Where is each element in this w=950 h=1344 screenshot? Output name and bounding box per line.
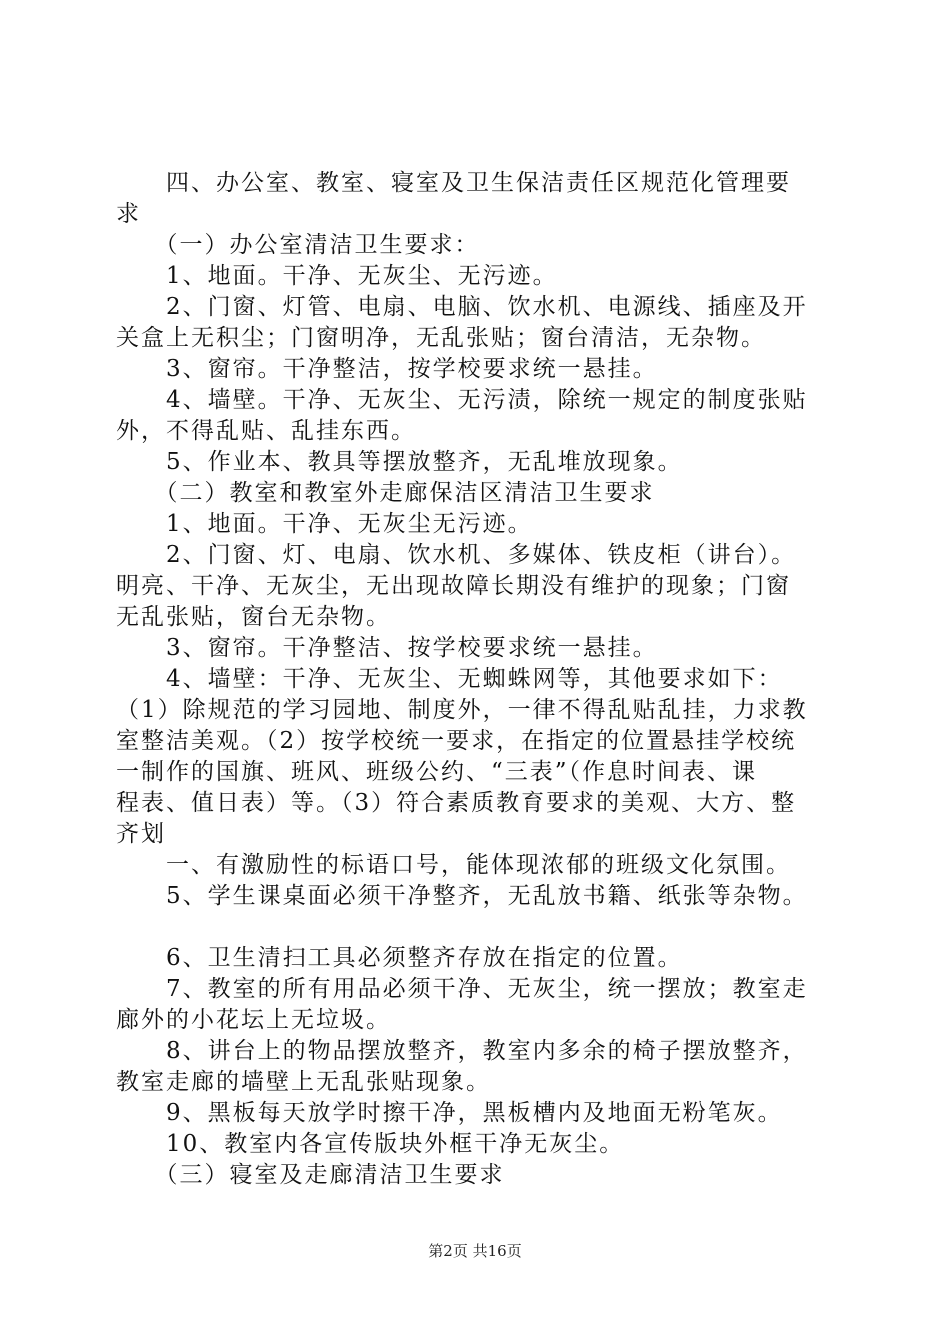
text-line: 无乱张贴，窗台无杂物。	[116, 604, 391, 630]
page-footer: 第2页 共16页	[428, 1242, 522, 1260]
text-line: 廊外的小花坛上无垃圾。	[116, 1007, 391, 1033]
text-line: 6、卫生清扫工具必须整齐存放在指定的位置。	[116, 945, 683, 971]
body-text	[116, 168, 836, 1191]
text-line: 室整洁美观。（2）按学校统一要求，在指定的位置悬挂学校统	[116, 728, 797, 754]
text-line: 一、有激励性的标语口号，能体现浓郁的班级文化氛围。	[116, 852, 791, 878]
text-line: 2、门窗、灯、电扇、饮水机、多媒体、铁皮柜（讲台）。	[116, 542, 797, 568]
text-line: 8、讲台上的物品摆放整齐，教室内多余的椅子摆放整齐，	[116, 1038, 808, 1064]
text-line: （三）寝室及走廊清洁卫生要求	[116, 1162, 505, 1188]
text-line: 明亮、干净、无灰尘，无出现故障长期没有维护的现象；门窗	[116, 573, 791, 599]
text-line: 一制作的国旗、班风、班级公约、“三表”（作息时间表、课	[116, 759, 758, 785]
text-line: 齐划	[116, 821, 166, 847]
text-line: 10、教室内各宣传版块外框干净无灰尘。	[116, 1131, 625, 1157]
text-line: 1、地面。干净、无灰尘无污迹。	[116, 511, 533, 537]
text-line: 3、窗帘。干净整洁，按学校要求统一悬挂。	[116, 356, 658, 382]
text-line: 7、教室的所有用品必须干净、无灰尘，统一摆放；教室走	[116, 976, 808, 1002]
text-line: （一）办公室清洁卫生要求：	[116, 232, 480, 258]
text-line: 4、墙壁：干净、无灰尘、无蜘蛛网等，其他要求如下：	[116, 666, 783, 692]
text-line: 外，不得乱贴、乱挂东西。	[116, 418, 416, 444]
text-line: 5、作业本、教具等摆放整齐，无乱堆放现象。	[116, 449, 683, 475]
text-line: 3、窗帘。干净整洁、按学校要求统一悬挂。	[116, 635, 658, 661]
text-line: （1）除规范的学习园地、制度外，一律不得乱贴乱挂，力求教	[116, 697, 808, 723]
text-line: 4、墙壁。干净、无灰尘、无污渍，除统一规定的制度张贴	[116, 387, 808, 413]
text-line: 2、门窗、灯管、电扇、电脑、饮水机、电源线、插座及开	[116, 294, 808, 320]
text-line: 程表、值日表）等。（3）符合素质教育要求的美观、大方、整	[116, 790, 797, 816]
text-line: 1、地面。干净、无灰尘、无污迹。	[116, 263, 558, 289]
text-line: 5、学生课桌面必须干净整齐，无乱放书籍、纸张等杂物。	[116, 883, 808, 909]
text-line	[116, 912, 836, 943]
text-line: 四、办公室、教室、寝室及卫生保洁责任区规范化管理要	[116, 170, 791, 196]
text-line: （二）教室和教室外走廊保洁区清洁卫生要求	[116, 480, 655, 506]
text-line: 9、黑板每天放学时擦干净，黑板槽内及地面无粉笔灰。	[116, 1100, 783, 1126]
text-line: 教室走廊的墙壁上无乱张贴现象。	[116, 1069, 491, 1095]
text-line: 关盒上无积尘；门窗明净，无乱张贴；窗台清洁，无杂物。	[116, 325, 766, 351]
text-line: 求	[116, 201, 141, 227]
